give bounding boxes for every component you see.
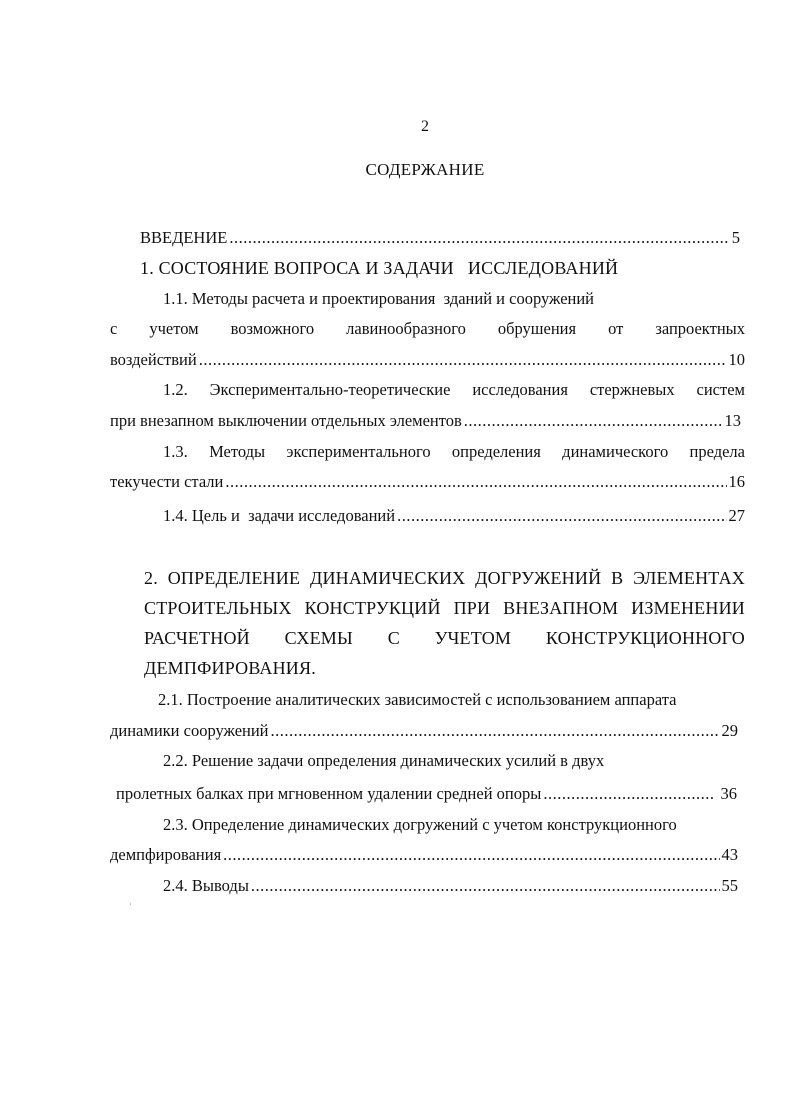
word: стержневых: [589, 380, 675, 399]
word: возможного: [230, 319, 315, 338]
chapter-1-heading[interactable]: 1. СОСТОЯНИЕ ВОПРОСА И ЗАДАЧИ ИССЛЕДОВАНИЙ: [140, 258, 619, 278]
word: исследования: [472, 380, 568, 399]
toc-entry-2-1-line-2[interactable]: [110, 721, 738, 741]
toc-entry-page: 43: [721, 845, 738, 864]
word: СТРОИТЕЛЬНЫХ: [144, 598, 292, 618]
word: предела: [689, 442, 745, 461]
word: лавинообразного: [346, 319, 466, 338]
toc-entry-2-2-line-2[interactable]: [116, 784, 737, 804]
dot-leader: [229, 228, 729, 248]
toc-entry-label: пролетных балках при мгновенном удалении средней опоры: [116, 784, 542, 803]
chapter-2-heading-line-3[interactable]: [144, 628, 745, 648]
word: 1.3.: [163, 442, 188, 461]
toc-entry-label: 2.4. Выводы: [163, 876, 249, 895]
word: ДОГРУЖЕНИЙ: [475, 568, 602, 588]
toc-entry-label: воздействий: [110, 350, 197, 369]
toc-entry-1-1-line-1[interactable]: 1.1. Методы расчета и проектирования зданий и сооружений: [163, 289, 595, 308]
word: обрушения: [497, 319, 577, 338]
dot-leader: [223, 845, 719, 865]
word: ПРИ: [453, 598, 491, 618]
dot-leader: [464, 411, 723, 431]
word: экспериментального: [286, 442, 431, 461]
toc-entry-1-2-line-2[interactable]: [110, 411, 741, 431]
toc-entry-1-4[interactable]: [163, 506, 745, 526]
word: Методы: [209, 442, 266, 461]
scan-speck: ·: [129, 900, 132, 909]
toc-entry-label: при внезапном выключении отдельных элементов: [110, 411, 462, 430]
toc-entry-label: демпфирования: [110, 845, 222, 864]
toc-entry-1-2-line-1[interactable]: [163, 380, 745, 400]
word: динамического: [562, 442, 669, 461]
word: РАСЧЕТНОЙ: [144, 628, 250, 648]
word: 1.2.: [163, 380, 188, 399]
toc-entry-page: 10: [728, 350, 745, 369]
toc-title: СОДЕРЖАНИЕ: [365, 160, 485, 179]
toc-entry-page: 16: [728, 472, 745, 491]
word: ДИНАМИЧЕСКИХ: [309, 568, 466, 588]
word: СХЕМЫ: [284, 628, 353, 648]
toc-entry-1-3-line-1[interactable]: [163, 442, 745, 462]
dot-leader: [543, 784, 712, 804]
toc-entry-label: текучести стали: [110, 472, 224, 491]
dot-leader: [271, 721, 720, 741]
chapter-2-heading-line-1[interactable]: [144, 568, 745, 588]
toc-entry-page: 55: [721, 876, 738, 895]
word: ОПРЕДЕЛЕНИЕ: [167, 568, 301, 588]
page-number: 2: [421, 118, 429, 135]
dot-leader: [225, 472, 726, 492]
word: УЧЕТОМ: [434, 628, 512, 648]
toc-entry-2-2-line-1[interactable]: 2.2. Решение задачи определения динамических усилий в двух: [163, 751, 605, 770]
dot-leader: [397, 506, 726, 526]
word: В: [611, 568, 624, 588]
word: ЭЛЕМЕНТАХ: [633, 568, 745, 588]
word: 2.: [144, 568, 158, 588]
toc-entry-page: 13: [724, 411, 741, 430]
toc-entry-2-3-line-1[interactable]: 2.3. Определение динамических догружений с учетом конструкционного: [163, 815, 677, 834]
word: систем: [696, 380, 745, 399]
dot-leader: [199, 350, 727, 370]
word: С: [387, 628, 400, 648]
toc-entry-1-1-line-3[interactable]: [110, 350, 745, 370]
toc-entry-2-1-line-1[interactable]: 2.1. Построение аналитических зависимостей с использованием аппарата: [158, 690, 677, 709]
word: от: [608, 319, 624, 338]
chapter-2-heading-line-4[interactable]: ДЕМПФИРОВАНИЯ.: [144, 658, 316, 678]
toc-entry-label: 1.4. Цель и задачи исследований: [163, 506, 396, 525]
toc-entry-2-3-line-2[interactable]: [110, 845, 738, 865]
dot-leader: [251, 876, 720, 896]
chapter-2-heading-line-2[interactable]: [144, 598, 745, 618]
toc-entry-1-3-line-2[interactable]: [110, 472, 745, 492]
word: определения: [451, 442, 541, 461]
toc-entry-page: 27: [728, 506, 745, 525]
toc-entry-1-1-line-2[interactable]: [110, 319, 745, 339]
word: Экспериментально-теоретические: [209, 380, 451, 399]
word: учетом: [149, 319, 199, 338]
toc-entry-2-4[interactable]: [163, 876, 738, 896]
toc-entry-page: 5: [731, 228, 740, 247]
word: с: [110, 319, 118, 338]
word: КОНСТРУКЦИЙ: [304, 598, 441, 618]
toc-entry-label: ВВЕДЕНИЕ: [140, 228, 228, 247]
word: запроектных: [655, 319, 745, 338]
word: КОНСТРУКЦИОННОГО: [545, 628, 745, 648]
toc-entry-label: динамики сооружений: [110, 721, 269, 740]
toc-entry-intro[interactable]: [140, 228, 740, 248]
word: ВНЕЗАПНОМ: [503, 598, 619, 618]
toc-entry-page: 36: [720, 784, 737, 803]
word: ИЗМЕНЕНИИ: [631, 598, 745, 618]
toc-entry-page: 29: [721, 721, 738, 740]
